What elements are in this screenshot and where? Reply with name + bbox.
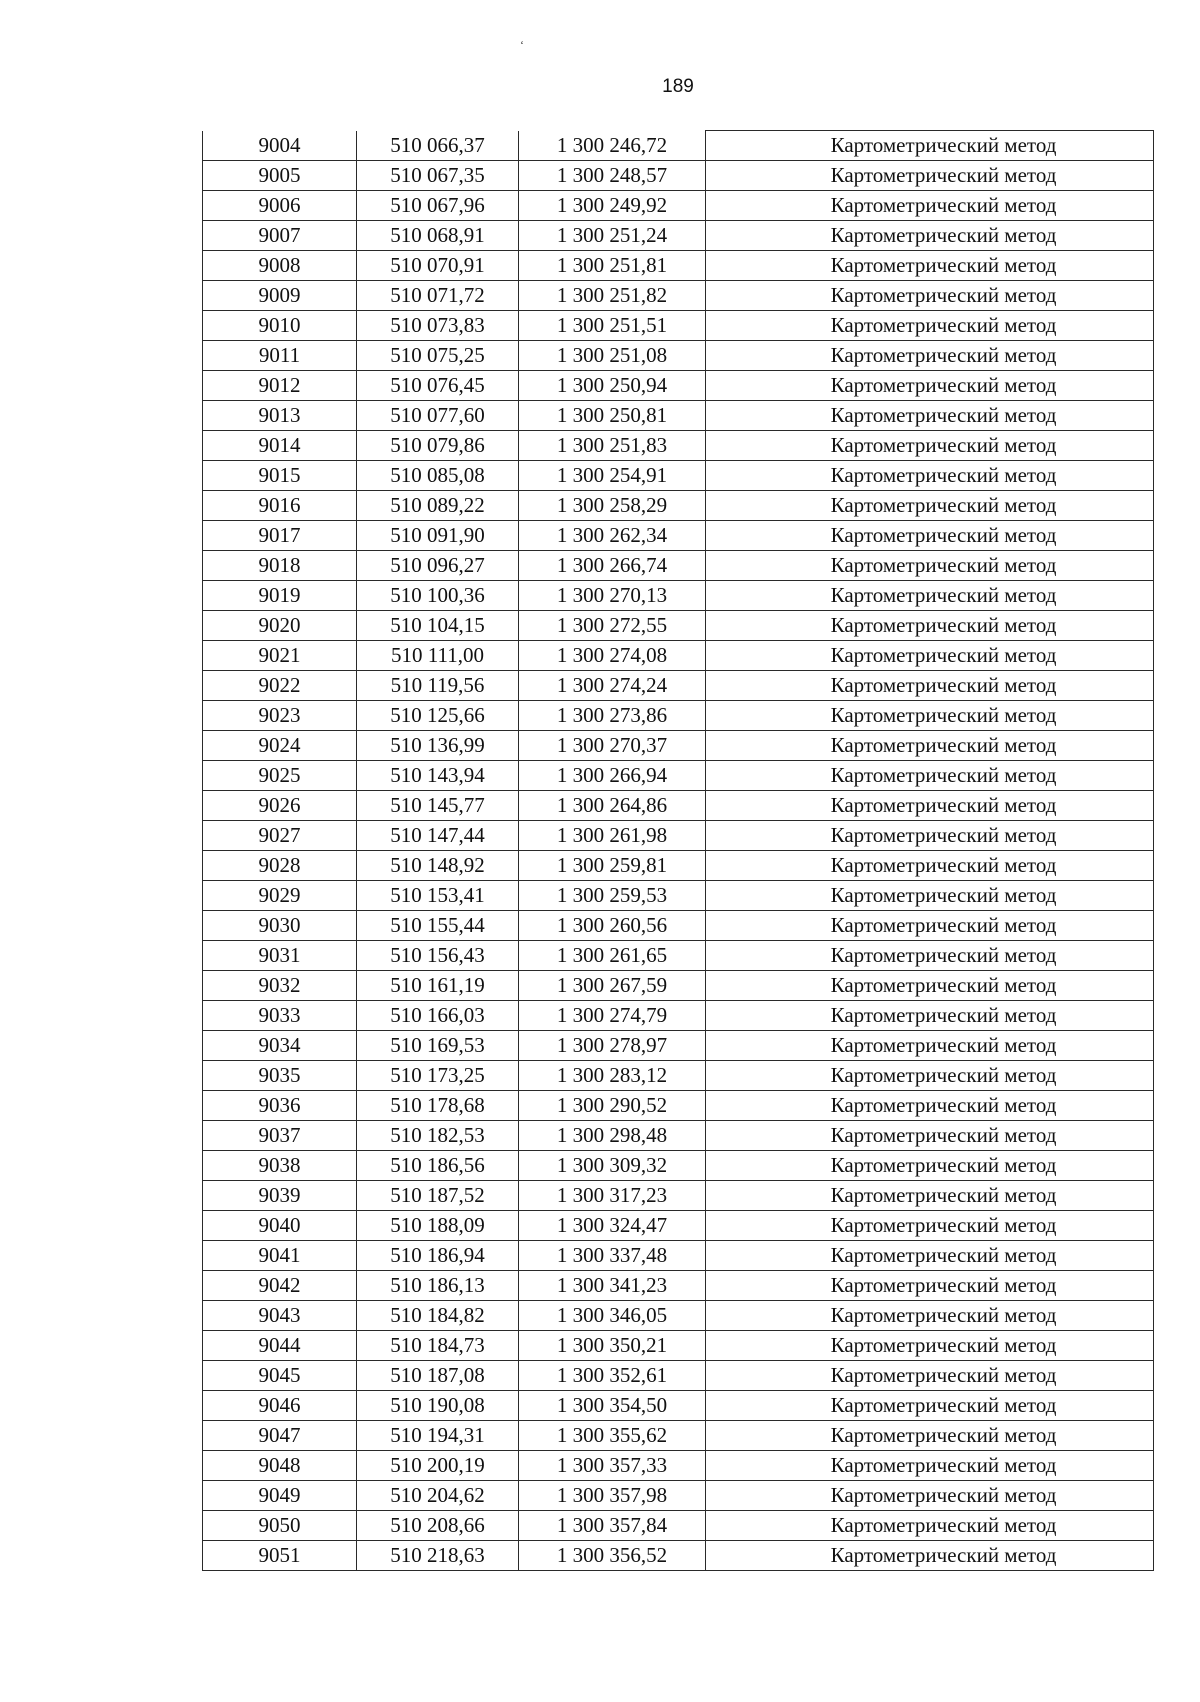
- point-id-cell: 9020: [203, 611, 357, 641]
- method-cell: Картометрический метод: [706, 161, 1154, 191]
- table-row: [203, 1421, 1154, 1451]
- table-row: [203, 371, 1154, 401]
- y-coordinate-cell: 1 300 357,33: [519, 1451, 706, 1481]
- table-row: [203, 191, 1154, 221]
- x-coordinate-cell: 510 136,99: [357, 731, 519, 761]
- y-coordinate-cell: 1 300 278,97: [519, 1031, 706, 1061]
- point-id-cell: 9044: [203, 1331, 357, 1361]
- table-row: [203, 1481, 1154, 1511]
- table-row: [203, 791, 1154, 821]
- y-coordinate-cell: 1 300 317,23: [519, 1181, 706, 1211]
- table-row: [203, 731, 1154, 761]
- coordinates-table: [202, 130, 1154, 1571]
- method-cell: Картометрический метод: [706, 1361, 1154, 1391]
- table-row: [203, 761, 1154, 791]
- method-cell: Картометрический метод: [706, 1511, 1154, 1541]
- y-coordinate-cell: 1 300 267,59: [519, 971, 706, 1001]
- x-coordinate-cell: 510 111,00: [357, 641, 519, 671]
- y-coordinate-cell: 1 300 251,82: [519, 281, 706, 311]
- x-coordinate-cell: 510 155,44: [357, 911, 519, 941]
- point-id-cell: 9032: [203, 971, 357, 1001]
- x-coordinate-cell: 510 184,73: [357, 1331, 519, 1361]
- x-coordinate-cell: 510 187,08: [357, 1361, 519, 1391]
- point-id-cell: 9011: [203, 341, 357, 371]
- y-coordinate-cell: 1 300 346,05: [519, 1301, 706, 1331]
- x-coordinate-cell: 510 208,66: [357, 1511, 519, 1541]
- method-cell: Картометрический метод: [706, 641, 1154, 671]
- point-id-cell: 9027: [203, 821, 357, 851]
- table-row: [203, 971, 1154, 1001]
- y-coordinate-cell: 1 300 324,47: [519, 1211, 706, 1241]
- point-id-cell: 9021: [203, 641, 357, 671]
- x-coordinate-cell: 510 190,08: [357, 1391, 519, 1421]
- y-coordinate-cell: 1 300 259,81: [519, 851, 706, 881]
- point-id-cell: 9018: [203, 551, 357, 581]
- table-row: [203, 641, 1154, 671]
- point-id-cell: 9034: [203, 1031, 357, 1061]
- x-coordinate-cell: 510 200,19: [357, 1451, 519, 1481]
- table-row: [203, 1331, 1154, 1361]
- table-row: [203, 161, 1154, 191]
- table-row: [203, 551, 1154, 581]
- table-row: [203, 1211, 1154, 1241]
- method-cell: Картометрический метод: [706, 311, 1154, 341]
- point-id-cell: 9028: [203, 851, 357, 881]
- method-cell: Картометрический метод: [706, 1421, 1154, 1451]
- x-coordinate-cell: 510 071,72: [357, 281, 519, 311]
- point-id-cell: 9013: [203, 401, 357, 431]
- table-row: [203, 251, 1154, 281]
- y-coordinate-cell: 1 300 290,52: [519, 1091, 706, 1121]
- method-cell: Картометрический метод: [706, 881, 1154, 911]
- y-coordinate-cell: 1 300 254,91: [519, 461, 706, 491]
- y-coordinate-cell: 1 300 251,51: [519, 311, 706, 341]
- x-coordinate-cell: 510 173,25: [357, 1061, 519, 1091]
- point-id-cell: 9016: [203, 491, 357, 521]
- y-coordinate-cell: 1 300 251,24: [519, 221, 706, 251]
- point-id-cell: 9030: [203, 911, 357, 941]
- method-cell: Картометрический метод: [706, 401, 1154, 431]
- x-coordinate-cell: 510 073,83: [357, 311, 519, 341]
- y-coordinate-cell: 1 300 274,79: [519, 1001, 706, 1031]
- x-coordinate-cell: 510 182,53: [357, 1121, 519, 1151]
- x-coordinate-cell: 510 089,22: [357, 491, 519, 521]
- x-coordinate-cell: 510 079,86: [357, 431, 519, 461]
- y-coordinate-cell: 1 300 352,61: [519, 1361, 706, 1391]
- y-coordinate-cell: 1 300 283,12: [519, 1061, 706, 1091]
- point-id-cell: 9039: [203, 1181, 357, 1211]
- point-id-cell: 9050: [203, 1511, 357, 1541]
- point-id-cell: 9040: [203, 1211, 357, 1241]
- y-coordinate-cell: 1 300 266,94: [519, 761, 706, 791]
- point-id-cell: 9024: [203, 731, 357, 761]
- table-row: [203, 1241, 1154, 1271]
- table-row: [203, 1061, 1154, 1091]
- method-cell: Картометрический метод: [706, 1211, 1154, 1241]
- y-coordinate-cell: 1 300 248,57: [519, 161, 706, 191]
- method-cell: Картометрический метод: [706, 1331, 1154, 1361]
- table-row: [203, 581, 1154, 611]
- point-id-cell: 9022: [203, 671, 357, 701]
- y-coordinate-cell: 1 300 251,83: [519, 431, 706, 461]
- method-cell: Картометрический метод: [706, 281, 1154, 311]
- table-row: [203, 521, 1154, 551]
- x-coordinate-cell: 510 067,35: [357, 161, 519, 191]
- x-coordinate-cell: 510 153,41: [357, 881, 519, 911]
- x-coordinate-cell: 510 091,90: [357, 521, 519, 551]
- y-coordinate-cell: 1 300 355,62: [519, 1421, 706, 1451]
- point-id-cell: 9038: [203, 1151, 357, 1181]
- table-row: [203, 401, 1154, 431]
- method-cell: Картометрический метод: [706, 251, 1154, 281]
- x-coordinate-cell: 510 169,53: [357, 1031, 519, 1061]
- x-coordinate-cell: 510 188,09: [357, 1211, 519, 1241]
- y-coordinate-cell: 1 300 357,98: [519, 1481, 706, 1511]
- table-row: [203, 1361, 1154, 1391]
- x-coordinate-cell: 510 066,37: [357, 131, 519, 161]
- x-coordinate-cell: 510 218,63: [357, 1541, 519, 1571]
- y-coordinate-cell: 1 300 337,48: [519, 1241, 706, 1271]
- method-cell: Картометрический метод: [706, 1001, 1154, 1031]
- table-row: [203, 701, 1154, 731]
- y-coordinate-cell: 1 300 260,56: [519, 911, 706, 941]
- y-coordinate-cell: 1 300 274,24: [519, 671, 706, 701]
- table-row: [203, 221, 1154, 251]
- y-coordinate-cell: 1 300 273,86: [519, 701, 706, 731]
- point-id-cell: 9033: [203, 1001, 357, 1031]
- method-cell: Картометрический метод: [706, 1541, 1154, 1571]
- point-id-cell: 9008: [203, 251, 357, 281]
- point-id-cell: 9035: [203, 1061, 357, 1091]
- point-id-cell: 9010: [203, 311, 357, 341]
- y-coordinate-cell: 1 300 251,81: [519, 251, 706, 281]
- point-id-cell: 9046: [203, 1391, 357, 1421]
- method-cell: Картометрический метод: [706, 971, 1154, 1001]
- y-coordinate-cell: 1 300 341,23: [519, 1271, 706, 1301]
- x-coordinate-cell: 510 067,96: [357, 191, 519, 221]
- point-id-cell: 9048: [203, 1451, 357, 1481]
- x-coordinate-cell: 510 148,92: [357, 851, 519, 881]
- x-coordinate-cell: 510 186,56: [357, 1151, 519, 1181]
- x-coordinate-cell: 510 166,03: [357, 1001, 519, 1031]
- y-coordinate-cell: 1 300 309,32: [519, 1151, 706, 1181]
- method-cell: Картометрический метод: [706, 911, 1154, 941]
- y-coordinate-cell: 1 300 246,72: [519, 131, 706, 161]
- table-row: [203, 1001, 1154, 1031]
- method-cell: Картометрический метод: [706, 701, 1154, 731]
- method-cell: Картометрический метод: [706, 851, 1154, 881]
- y-coordinate-cell: 1 300 266,74: [519, 551, 706, 581]
- x-coordinate-cell: 510 187,52: [357, 1181, 519, 1211]
- point-id-cell: 9007: [203, 221, 357, 251]
- y-coordinate-cell: 1 300 350,21: [519, 1331, 706, 1361]
- coordinates-table-body: [203, 131, 1154, 1571]
- y-coordinate-cell: 1 300 298,48: [519, 1121, 706, 1151]
- x-coordinate-cell: 510 075,25: [357, 341, 519, 371]
- point-id-cell: 9004: [203, 131, 357, 161]
- point-id-cell: 9005: [203, 161, 357, 191]
- table-row: [203, 1091, 1154, 1121]
- method-cell: Картометрический метод: [706, 1241, 1154, 1271]
- point-id-cell: 9031: [203, 941, 357, 971]
- table-row: [203, 1301, 1154, 1331]
- y-coordinate-cell: 1 300 264,86: [519, 791, 706, 821]
- method-cell: Картометрический метод: [706, 1301, 1154, 1331]
- y-coordinate-cell: 1 300 251,08: [519, 341, 706, 371]
- y-coordinate-cell: 1 300 250,81: [519, 401, 706, 431]
- point-id-cell: 9036: [203, 1091, 357, 1121]
- point-id-cell: 9017: [203, 521, 357, 551]
- y-coordinate-cell: 1 300 356,52: [519, 1541, 706, 1571]
- table-row: [203, 881, 1154, 911]
- y-coordinate-cell: 1 300 262,34: [519, 521, 706, 551]
- point-id-cell: 9014: [203, 431, 357, 461]
- method-cell: Картометрический метод: [706, 761, 1154, 791]
- y-coordinate-cell: 1 300 249,92: [519, 191, 706, 221]
- x-coordinate-cell: 510 143,94: [357, 761, 519, 791]
- table-row: [203, 1511, 1154, 1541]
- method-cell: Картометрический метод: [706, 1091, 1154, 1121]
- x-coordinate-cell: 510 161,19: [357, 971, 519, 1001]
- table-row: [203, 1541, 1154, 1571]
- x-coordinate-cell: 510 119,56: [357, 671, 519, 701]
- y-coordinate-cell: 1 300 261,98: [519, 821, 706, 851]
- y-coordinate-cell: 1 300 357,84: [519, 1511, 706, 1541]
- table-row: [203, 1121, 1154, 1151]
- point-id-cell: 9029: [203, 881, 357, 911]
- point-id-cell: 9043: [203, 1301, 357, 1331]
- table-row: [203, 821, 1154, 851]
- table-row: [203, 941, 1154, 971]
- point-id-cell: 9023: [203, 701, 357, 731]
- method-cell: Картометрический метод: [706, 581, 1154, 611]
- y-coordinate-cell: 1 300 354,50: [519, 1391, 706, 1421]
- table-row: [203, 131, 1154, 161]
- point-id-cell: 9015: [203, 461, 357, 491]
- method-cell: Картометрический метод: [706, 341, 1154, 371]
- point-id-cell: 9042: [203, 1271, 357, 1301]
- method-cell: Картометрический метод: [706, 521, 1154, 551]
- table-row: [203, 491, 1154, 521]
- method-cell: Картометрический метод: [706, 1391, 1154, 1421]
- x-coordinate-cell: 510 104,15: [357, 611, 519, 641]
- x-coordinate-cell: 510 147,44: [357, 821, 519, 851]
- method-cell: Картометрический метод: [706, 791, 1154, 821]
- table-row: [203, 1151, 1154, 1181]
- x-coordinate-cell: 510 068,91: [357, 221, 519, 251]
- point-id-cell: 9019: [203, 581, 357, 611]
- table-row: [203, 311, 1154, 341]
- table-row: [203, 911, 1154, 941]
- method-cell: Картометрический метод: [706, 221, 1154, 251]
- method-cell: Картометрический метод: [706, 671, 1154, 701]
- point-id-cell: 9045: [203, 1361, 357, 1391]
- point-id-cell: 9006: [203, 191, 357, 221]
- table-row: [203, 341, 1154, 371]
- table-row: [203, 1271, 1154, 1301]
- table-row: [203, 1181, 1154, 1211]
- table-row: [203, 1451, 1154, 1481]
- table-row: [203, 281, 1154, 311]
- method-cell: Картометрический метод: [706, 1481, 1154, 1511]
- method-cell: Картометрический метод: [706, 611, 1154, 641]
- table-row: [203, 851, 1154, 881]
- x-coordinate-cell: 510 085,08: [357, 461, 519, 491]
- method-cell: Картометрический метод: [706, 491, 1154, 521]
- table-row: [203, 1391, 1154, 1421]
- y-coordinate-cell: 1 300 258,29: [519, 491, 706, 521]
- table-row: [203, 611, 1154, 641]
- y-coordinate-cell: 1 300 250,94: [519, 371, 706, 401]
- y-coordinate-cell: 1 300 270,13: [519, 581, 706, 611]
- point-id-cell: 9047: [203, 1421, 357, 1451]
- method-cell: Картометрический метод: [706, 431, 1154, 461]
- page-number: 189: [662, 76, 694, 97]
- point-id-cell: 9025: [203, 761, 357, 791]
- x-coordinate-cell: 510 100,36: [357, 581, 519, 611]
- method-cell: Картометрический метод: [706, 1151, 1154, 1181]
- scan-speck: ‘: [520, 38, 524, 52]
- point-id-cell: 9049: [203, 1481, 357, 1511]
- x-coordinate-cell: 510 156,43: [357, 941, 519, 971]
- method-cell: Картометрический метод: [706, 1031, 1154, 1061]
- x-coordinate-cell: 510 186,94: [357, 1241, 519, 1271]
- point-id-cell: 9026: [203, 791, 357, 821]
- x-coordinate-cell: 510 184,82: [357, 1301, 519, 1331]
- method-cell: Картометрический метод: [706, 941, 1154, 971]
- table-row: [203, 461, 1154, 491]
- x-coordinate-cell: 510 077,60: [357, 401, 519, 431]
- method-cell: Картометрический метод: [706, 821, 1154, 851]
- x-coordinate-cell: 510 204,62: [357, 1481, 519, 1511]
- y-coordinate-cell: 1 300 270,37: [519, 731, 706, 761]
- point-id-cell: 9012: [203, 371, 357, 401]
- method-cell: Картометрический метод: [706, 131, 1154, 161]
- y-coordinate-cell: 1 300 274,08: [519, 641, 706, 671]
- method-cell: Картометрический метод: [706, 551, 1154, 581]
- table-row: [203, 1031, 1154, 1061]
- x-coordinate-cell: 510 070,91: [357, 251, 519, 281]
- point-id-cell: 9051: [203, 1541, 357, 1571]
- method-cell: Картометрический метод: [706, 1271, 1154, 1301]
- x-coordinate-cell: 510 186,13: [357, 1271, 519, 1301]
- method-cell: Картометрический метод: [706, 731, 1154, 761]
- table-row: [203, 431, 1154, 461]
- method-cell: Картометрический метод: [706, 1181, 1154, 1211]
- method-cell: Картометрический метод: [706, 1061, 1154, 1091]
- point-id-cell: 9009: [203, 281, 357, 311]
- x-coordinate-cell: 510 076,45: [357, 371, 519, 401]
- x-coordinate-cell: 510 145,77: [357, 791, 519, 821]
- x-coordinate-cell: 510 125,66: [357, 701, 519, 731]
- point-id-cell: 9041: [203, 1241, 357, 1271]
- y-coordinate-cell: 1 300 272,55: [519, 611, 706, 641]
- method-cell: Картометрический метод: [706, 191, 1154, 221]
- method-cell: Картометрический метод: [706, 461, 1154, 491]
- point-id-cell: 9037: [203, 1121, 357, 1151]
- method-cell: Картометрический метод: [706, 1451, 1154, 1481]
- method-cell: Картометрический метод: [706, 1121, 1154, 1151]
- y-coordinate-cell: 1 300 261,65: [519, 941, 706, 971]
- method-cell: Картометрический метод: [706, 371, 1154, 401]
- table-row: [203, 671, 1154, 701]
- y-coordinate-cell: 1 300 259,53: [519, 881, 706, 911]
- x-coordinate-cell: 510 194,31: [357, 1421, 519, 1451]
- x-coordinate-cell: 510 178,68: [357, 1091, 519, 1121]
- x-coordinate-cell: 510 096,27: [357, 551, 519, 581]
